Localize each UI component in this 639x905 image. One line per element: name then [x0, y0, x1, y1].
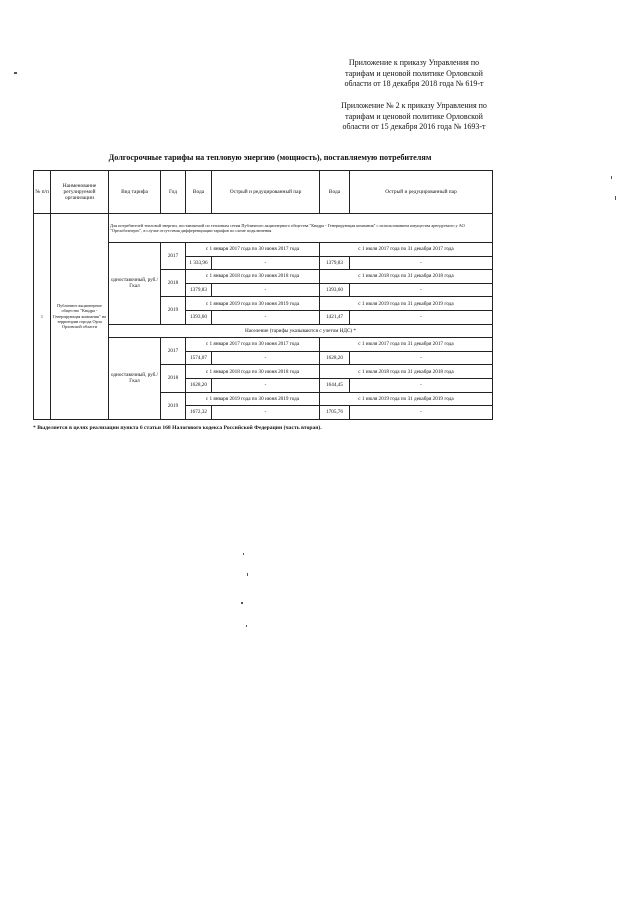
period-cell: с 1 июля 2017 года по 31 декабря 2017 года — [320, 338, 493, 352]
steam-value: - — [350, 310, 493, 324]
year-cell: 2019 — [161, 297, 186, 324]
steam-value: - — [350, 256, 493, 270]
water-value: 1421,47 — [320, 310, 350, 324]
steam-value: - — [350, 378, 493, 392]
period-cell: с 1 июля 2019 года по 31 декабря 2019 года — [320, 392, 493, 406]
column-header: Острый и редуцированный пар — [350, 171, 493, 214]
table-header-row — [34, 171, 493, 214]
steam-value: - — [350, 351, 493, 365]
section1-note: Для потребителей тепловой энергии, поставляемой по тепловым сетям Публичного акционерного общества "Квадра - Генерирующая компания" с использованием имущества арендуемого у АО "Орелоблэнерго", в случае отсутствия дифференциации тарифов по схеме подключения — [109, 214, 493, 243]
footnote: * Выделяется в целях реализации пункта 6 статьи 168 Налогового кодекса Российской Федерации (часть вторая). — [33, 425, 322, 431]
header-line: области от 18 декабря 2018 года № 619-т — [344, 79, 484, 88]
scan-speck — [14, 72, 17, 74]
organization-cell: Публичное акционерное общество "Квадра - Генерирующая компания" на территории города Орла Орловской области — [51, 214, 109, 420]
water-value: 1574,07 — [186, 351, 212, 365]
column-header: Год — [161, 171, 186, 214]
document-title: Долгосрочные тарифы на тепловую энергию (мощность), поставляемую потребителям — [108, 153, 432, 162]
period-cell: с 1 июля 2017 года по 31 декабря 2017 года — [320, 243, 493, 257]
steam-value: - — [212, 283, 320, 297]
column-header: Вода — [186, 171, 212, 214]
steam-value: - — [212, 310, 320, 324]
water-value: 1628,20 — [320, 351, 350, 365]
water-value: 1628,20 — [186, 378, 212, 392]
steam-value: - — [212, 378, 320, 392]
water-value: 1644,45 — [320, 378, 350, 392]
column-header: Вид тарифа — [109, 171, 161, 214]
period-cell: с 1 июля 2018 года по 31 декабря 2018 года — [320, 270, 493, 284]
column-header: Острый и редуцированный пар — [212, 171, 320, 214]
appendix-header-original — [330, 101, 498, 133]
scan-speck — [246, 625, 247, 627]
scan-speck — [611, 176, 612, 179]
water-value: 1 333,96 — [186, 256, 212, 270]
appendix-header-current — [330, 58, 498, 90]
header-line: Приложение № 2 к приказу Управления по — [341, 101, 487, 110]
table-row — [34, 214, 493, 243]
steam-value: - — [212, 256, 320, 270]
steam-value: - — [212, 351, 320, 365]
scan-speck — [247, 573, 248, 576]
period-cell: с 1 января 2018 года по 30 июня 2018 года — [186, 270, 320, 284]
section2-title: Население (тарифы указываются с учетом НДС) * — [109, 324, 493, 338]
period-cell: с 1 января 2017 года по 30 июня 2017 года — [186, 338, 320, 352]
period-cell: с 1 января 2019 года по 30 июня 2019 года — [186, 297, 320, 311]
period-cell: с 1 июля 2018 года по 31 декабря 2018 года — [320, 365, 493, 379]
water-value: 1379,83 — [320, 256, 350, 270]
header-line: Приложение к приказу Управления по — [348, 58, 480, 67]
tariff-type-cell: одноставочный, руб./Гкал — [109, 338, 161, 420]
tariff-table — [33, 170, 493, 420]
steam-value: - — [350, 283, 493, 297]
column-header: Вода — [320, 171, 350, 214]
year-cell: 2019 — [161, 392, 186, 419]
year-cell: 2017 — [161, 338, 186, 365]
row-number-cell: 1 — [34, 214, 51, 420]
scan-speck — [615, 196, 616, 200]
water-value: 1672,32 — [186, 406, 212, 420]
scan-speck — [243, 553, 244, 555]
column-header: № п/п — [34, 171, 51, 214]
water-value: 1379,83 — [186, 283, 212, 297]
year-cell: 2018 — [161, 365, 186, 392]
column-header: Наименование регулируемой организации — [51, 171, 109, 214]
header-line: области от 15 декабря 2016 года № 1693-т — [342, 122, 486, 131]
period-cell: с 1 января 2019 года по 30 июня 2019 года — [186, 392, 320, 406]
year-cell: 2017 — [161, 243, 186, 270]
period-cell: с 1 июля 2019 года по 31 декабря 2019 года — [320, 297, 493, 311]
tariff-type-cell: одноставочный, руб./Гкал — [109, 243, 161, 325]
water-value: 1705,76 — [320, 406, 350, 420]
header-line: тарифам и ценовой политике Орловской — [345, 111, 483, 121]
steam-value: - — [350, 406, 493, 420]
period-cell: с 1 января 2018 года по 30 июня 2018 года — [186, 365, 320, 379]
header-line: тарифам и ценовой политике Орловской — [345, 68, 483, 78]
year-cell: 2018 — [161, 270, 186, 297]
steam-value: - — [212, 406, 320, 420]
scan-speck — [241, 602, 243, 604]
water-value: 1393,60 — [320, 283, 350, 297]
period-cell: с 1 января 2017 года по 30 июня 2017 года — [186, 243, 320, 257]
water-value: 1393,60 — [186, 310, 212, 324]
